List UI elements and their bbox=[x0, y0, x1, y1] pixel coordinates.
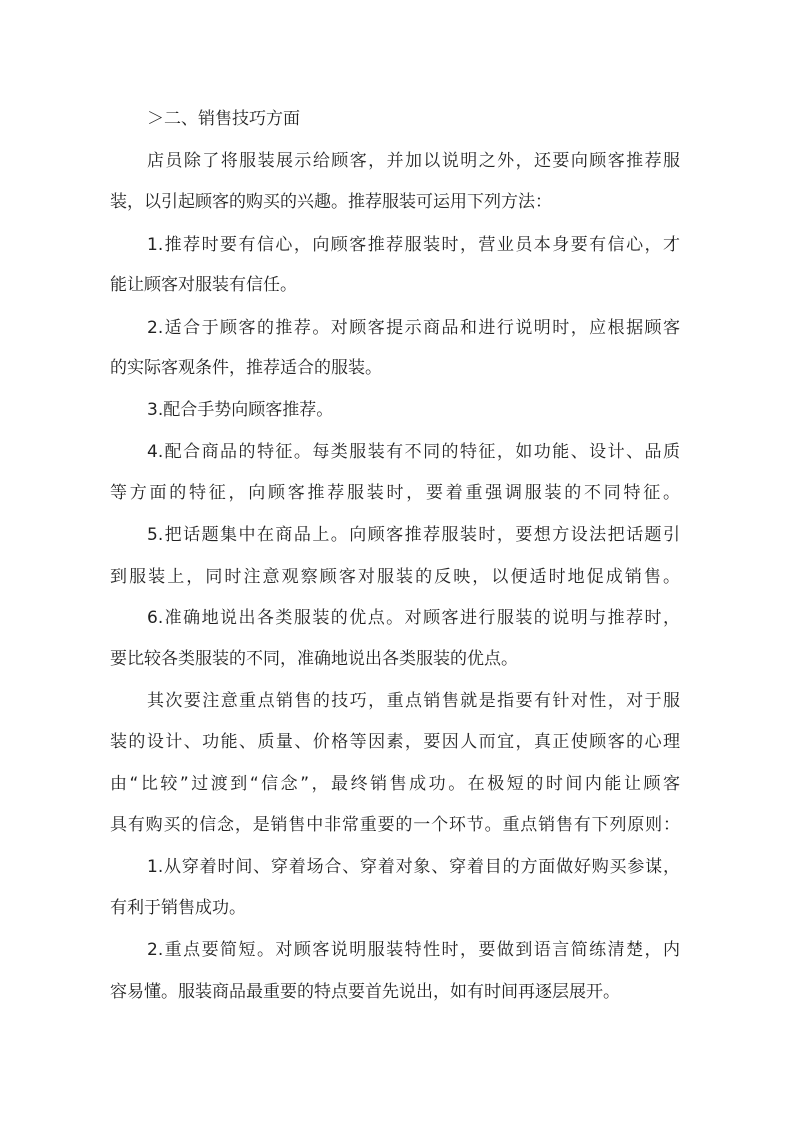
paragraph-line: 等方面的特征，向顾客推荐服装时，要着重强调服装的不同特征。 bbox=[110, 483, 680, 503]
paragraph-line: 由“比较”过渡到“信念”，最终销售成功。在极短的时间内能让顾客 bbox=[110, 774, 680, 794]
paragraph-line: 3.配合手势向顾客推荐。 bbox=[147, 400, 334, 420]
paragraph-line: 1.推荐时要有信心，向顾客推荐服装时，营业员本身要有信心，才 bbox=[147, 235, 680, 255]
paragraph-line: 装的设计、功能、质量、价格等因素，要因人而宜，真正使顾客的心理 bbox=[110, 732, 680, 752]
paragraph-line: 其次要注意重点销售的技巧，重点销售就是指要有针对性，对于服 bbox=[147, 691, 680, 711]
paragraph-line: 1.从穿着时间、穿着场合、穿着对象、穿着目的方面做好购买参谋， bbox=[147, 857, 680, 877]
paragraph-line: 的实际客观条件，推荐适合的服装。 bbox=[110, 358, 382, 378]
paragraph-line: 6.准确地说出各类服装的优点。对顾客进行服装的说明与推荐时， bbox=[147, 608, 680, 628]
paragraph-line: 到服装上，同时注意观察顾客对服装的反映，以便适时地促成销售。 bbox=[110, 567, 680, 587]
paragraph-line: 2.重点要简短。对顾客说明服装特性时，要做到语言简练清楚，内 bbox=[147, 940, 680, 960]
paragraph-line: 2.适合于顾客的推荐。对顾客提示商品和进行说明时，应根据顾客 bbox=[147, 318, 680, 338]
paragraph-line: 有利于销售成功。 bbox=[110, 898, 246, 918]
paragraph-line: 要比较各类服装的不同，准确地说出各类服装的优点。 bbox=[110, 649, 518, 669]
paragraph-line: 店员除了将服装展示给顾客，并加以说明之外，还要向顾客推荐服 bbox=[147, 151, 680, 171]
paragraph-line: 5.把话题集中在商品上。向顾客推荐服装时，要想方设法把话题引 bbox=[147, 525, 680, 545]
section-heading: ＞二、销售技巧方面 bbox=[147, 109, 300, 129]
paragraph-line: 容易懂。服装商品最重要的特点要首先说出，如有时间再逐层展开。 bbox=[110, 982, 620, 1002]
paragraph-line: 装，以引起顾客的购买的兴趣。推荐服装可运用下列方法： bbox=[110, 192, 552, 212]
paragraph-line: 具有购买的信念，是销售中非常重要的一个环节。重点销售有下列原则： bbox=[110, 815, 680, 835]
paragraph-line: 能让顾客对服装有信任。 bbox=[110, 275, 297, 295]
paragraph-line: 4.配合商品的特征。每类服装有不同的特征，如功能、设计、品质 bbox=[147, 442, 680, 462]
